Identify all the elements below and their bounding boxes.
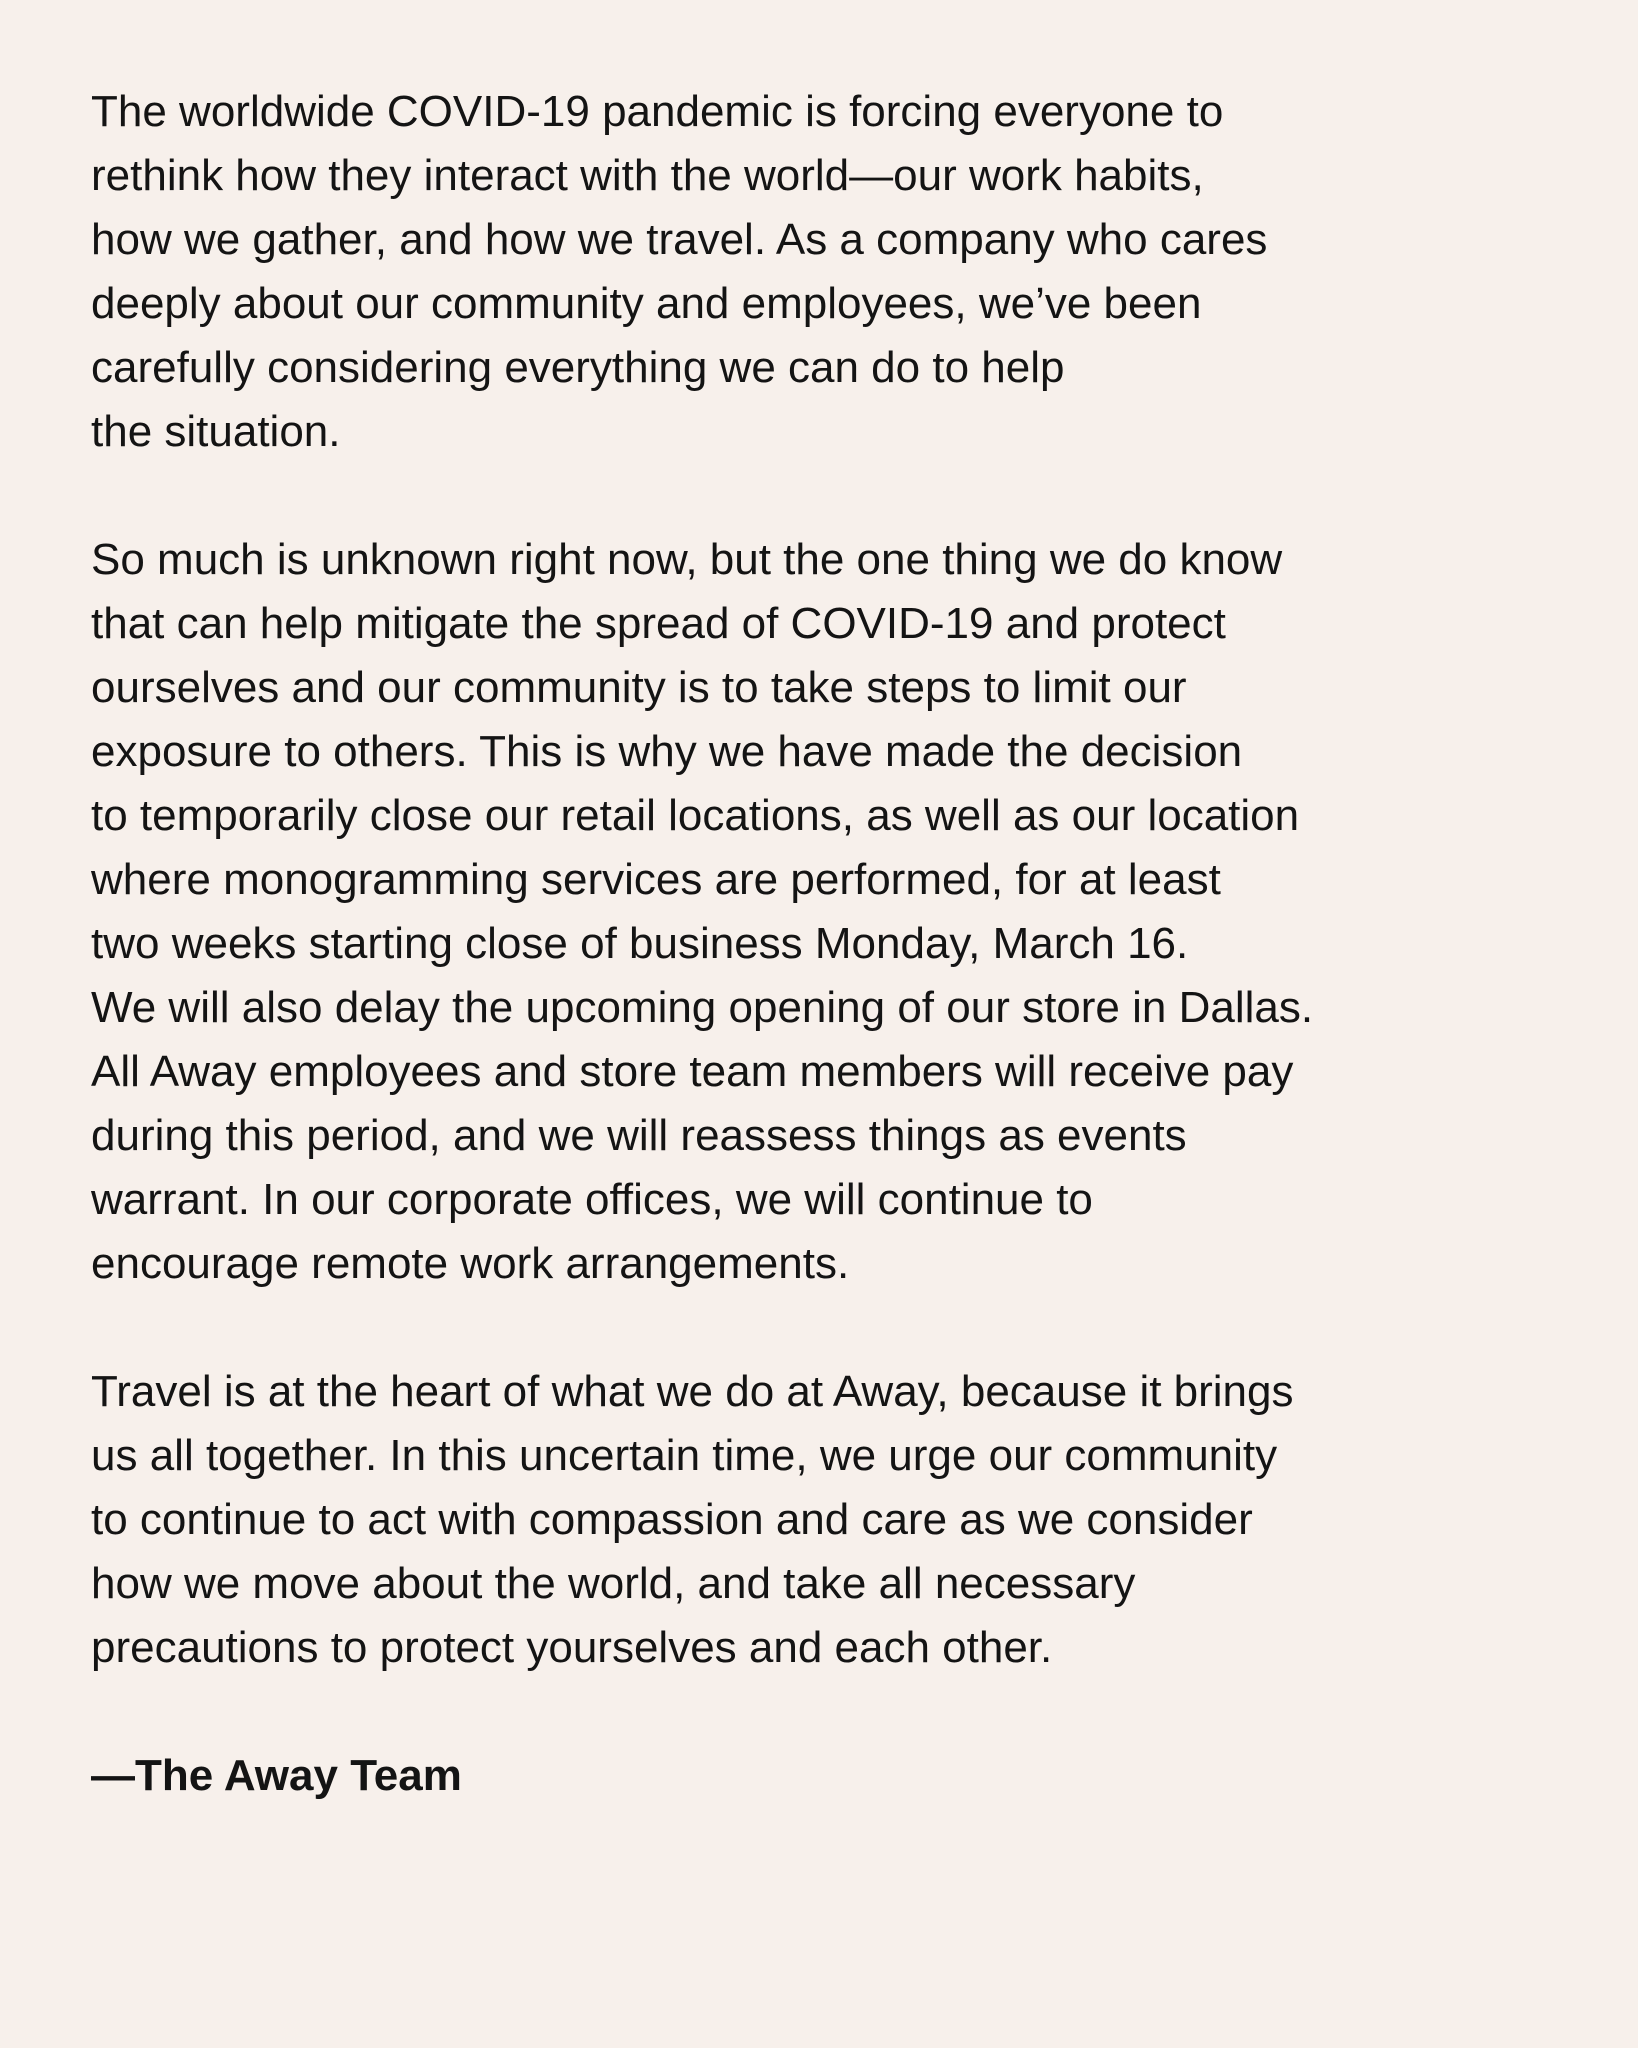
text-line: All Away employees and store team members will receive pay <box>91 1047 1294 1096</box>
text-line: ourselves and our community is to take steps to limit our <box>91 663 1187 712</box>
text-line: deeply about our community and employees, we’ve been <box>91 279 1202 328</box>
text-line: two weeks starting close of business Monday, March 16. <box>91 919 1189 968</box>
text-line: Travel is at the heart of what we do at Away, because it brings <box>91 1367 1294 1416</box>
text-line: We will also delay the upcoming opening of our store in Dallas. <box>91 983 1314 1032</box>
text-line: where monogramming services are performed, for at least <box>91 855 1221 904</box>
text-line: to temporarily close our retail locations, as well as our location <box>91 791 1300 840</box>
text-line: precautions to protect yourselves and each other. <box>91 1623 1053 1672</box>
paragraph-closures <box>91 528 1571 1296</box>
text-line: how we move about the world, and take all necessary <box>91 1559 1136 1608</box>
text-line: carefully considering everything we can do to help <box>91 343 1065 392</box>
paragraph-spacer <box>91 1680 1571 1744</box>
text-line: encourage remote work arrangements. <box>91 1239 850 1288</box>
text-line: The worldwide COVID-19 pandemic is forcing everyone to <box>91 87 1224 136</box>
text-line: during this period, and we will reassess things as events <box>91 1111 1187 1160</box>
text-line: how we gather, and how we travel. As a company who cares <box>91 215 1268 264</box>
text-line: the situation. <box>91 407 341 456</box>
text-line: that can help mitigate the spread of COVID-19 and protect <box>91 599 1226 648</box>
signature: —The Away Team <box>91 1751 462 1800</box>
text-line: exposure to others. This is why we have made the decision <box>91 727 1243 776</box>
text-line: us all together. In this uncertain time, we urge our community <box>91 1431 1278 1480</box>
paragraph-spacer <box>91 1296 1571 1360</box>
paragraph-spacer <box>91 464 1571 528</box>
text-line: rethink how they interact with the world—our work habits, <box>91 151 1204 200</box>
text-line: warrant. In our corporate offices, we will continue to <box>91 1175 1093 1224</box>
paragraph-travel <box>91 1360 1571 1680</box>
paragraph-intro <box>91 80 1571 464</box>
text-line: to continue to act with compassion and care as we consider <box>91 1495 1253 1544</box>
text-line: So much is unknown right now, but the one thing we do know <box>91 535 1283 584</box>
letter-body <box>91 80 1571 1808</box>
